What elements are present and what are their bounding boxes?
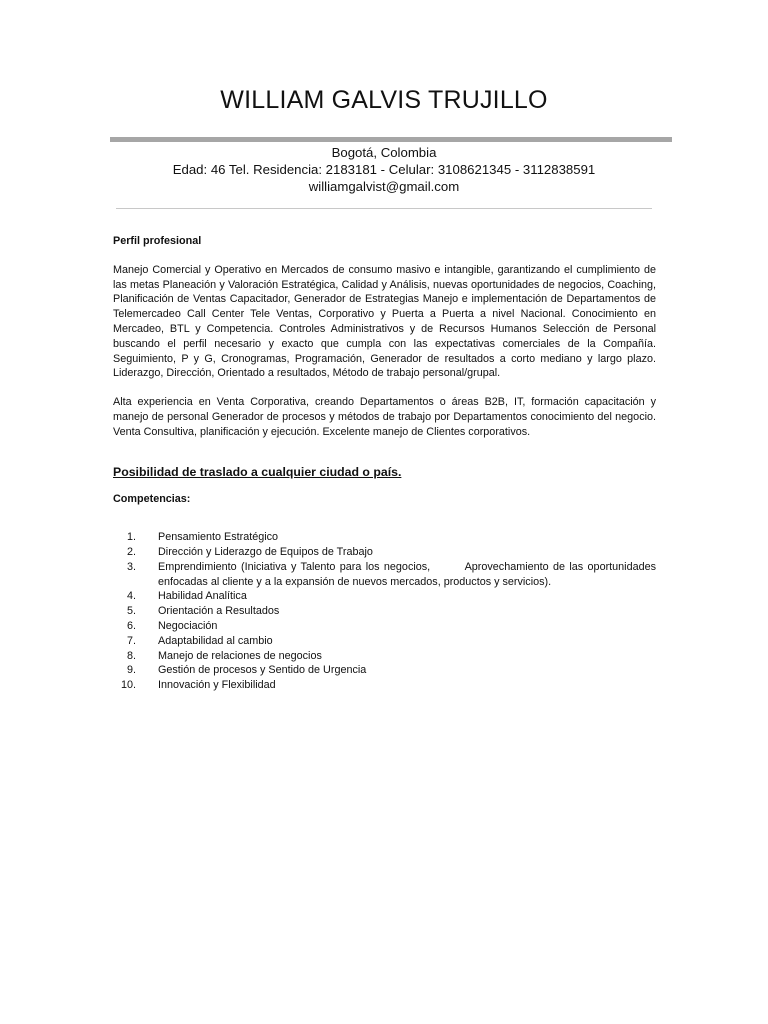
list-item — [113, 663, 656, 678]
list-text: Habilidad Analítica — [158, 590, 247, 603]
list-text: Gestión de procesos y Sentido de Urgencia — [158, 664, 367, 677]
profile-paragraph-1: Manejo Comercial y Operativo en Mercados de consumo masivo e intangible, garantizando el cumplimiento de las metas Planeación y Valoración Estratégica, Calidad y Análisis, nuevas oportunidades de negocios, Coaching, Planificación de Ventas Capacitador, Generador de Estrategias Manejo e implementación de Departamentos de Telemercadeo Call Center Tele Ventas, Corporativo y Puerta a Puerta a nivel Nacional. Conocimiento en Mercadeo, BTL y Competencia. Controles Administrativos y de Recursos Humanos Selección de Personal buscando el perfil necesario y exacto que cumpla con las expectativas comerciales de la Compañía. Seguimiento, P y G, Cronogramas, Programación, Generador de resultados a corto mediano y largo plazo. Liderazgo, Dirección, Orientado a resultados, Método de trabajo personal/grupal. — [113, 263, 656, 380]
contact-phones: Edad: 46 Tel. Residencia: 2183181 - Celular: 3108621345 - 3112838591 — [172, 162, 596, 177]
list-number: 2. — [126, 545, 136, 558]
list-item — [113, 604, 656, 619]
list-number: 7. — [126, 634, 136, 647]
competencies-title: Competencias: — [113, 493, 191, 506]
list-text: Innovación y Flexibilidad — [158, 679, 276, 692]
list-number: 3. — [126, 560, 136, 573]
contact-email: williamgalvist@gmail.com — [308, 179, 460, 194]
candidate-name: WILLIAM GALVIS TRUJILLO — [220, 86, 548, 114]
list-item — [113, 649, 656, 664]
list-text: Adaptabilidad al cambio — [158, 634, 273, 647]
list-item — [113, 560, 659, 590]
list-item — [113, 545, 656, 560]
list-number: 5. — [126, 605, 136, 618]
list-text: Dirección y Liderazgo de Equipos de Trabajo — [158, 545, 373, 558]
list-number: 9. — [126, 664, 136, 677]
list-number: 8. — [126, 649, 136, 662]
contact-divider — [116, 208, 652, 209]
list-number: 10. — [120, 679, 136, 692]
list-text: Manejo de relaciones de negocios — [158, 649, 322, 662]
header-divider — [110, 137, 672, 142]
contact-city: Bogotá, Colombia — [331, 145, 437, 160]
list-item — [113, 619, 656, 634]
list-item — [113, 589, 656, 604]
competencies-list — [113, 530, 659, 693]
profile-paragraph-2: Alta experiencia en Venta Corporativa, creando Departamentos o áreas B2B, IT, formación capacitación y manejo de personal Generador de procesos y métodos de trabajo por Departamentos conocimiento del negocio. Venta Consultiva, planificación y ejecución. Excelente manejo de Clientes corporativos. — [113, 396, 656, 438]
list-item — [113, 678, 656, 693]
list-text: Orientación a Resultados — [158, 605, 280, 618]
list-number: 1. — [126, 531, 136, 544]
list-text: Negociación — [158, 619, 218, 632]
list-text: Emprendimiento (Iniciativa y Talento para los negocios, Aprovechamiento de las oportunidades enfocadas al cliente y a la expansión de nuevos mercados, productos y servicios). — [158, 560, 659, 588]
list-text: Pensamiento Estratégico — [158, 531, 279, 544]
contact-block — [0, 144, 768, 195]
list-item — [113, 634, 656, 649]
list-number: 4. — [126, 590, 136, 603]
list-item — [113, 530, 656, 545]
relocation-note: Posibilidad de traslado a cualquier ciudad o país. — [113, 464, 402, 479]
profile-title: Perfil profesional — [113, 235, 202, 247]
list-number: 6. — [126, 619, 136, 632]
resume-body — [113, 234, 659, 693]
